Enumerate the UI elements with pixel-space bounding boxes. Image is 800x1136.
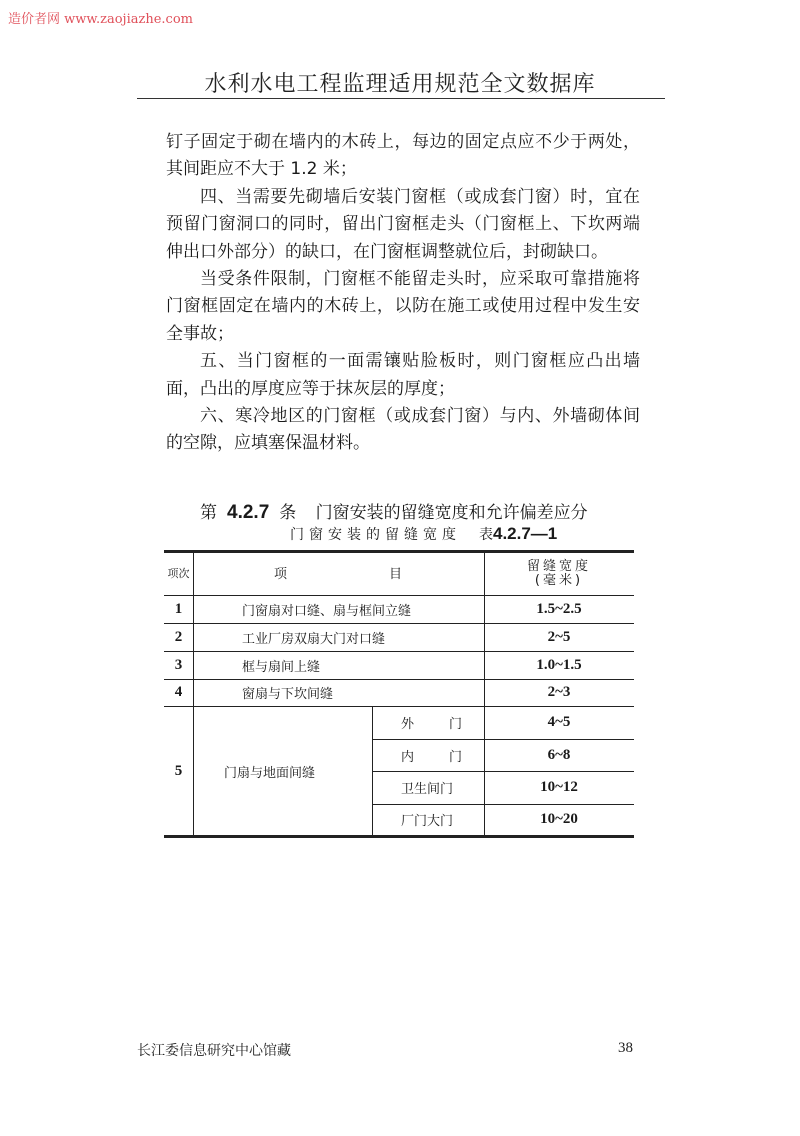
row-index: 4 (174, 684, 183, 700)
clause-number: 4.2.7 (227, 502, 270, 523)
clause-heading (200, 498, 588, 524)
clause-text: 门窗安装的留缝宽度和允许偏差应分 (315, 503, 588, 523)
row-value: 2~3 (547, 684, 571, 700)
row-item: 窗扇与下坎间缝 (242, 687, 334, 702)
page-number: 38 (618, 1040, 633, 1056)
subrow-value: 6~8 (547, 746, 571, 763)
watermark-site-name: 造价者网 (8, 12, 61, 27)
header-gap-width (484, 552, 634, 595)
row-item: 框与扇间上缝 (242, 659, 321, 675)
header-gap-width-line2: (毫米) (534, 572, 584, 588)
header-index: 项次 (167, 566, 190, 580)
clause-prefix: 第 (200, 503, 217, 523)
footer-archive: 长江委信息研究中心馆藏 (137, 1043, 291, 1059)
table-subcol-divider (372, 706, 373, 837)
subrow-label-left: 卫生间门 (401, 782, 454, 797)
table-number-label (479, 524, 557, 543)
subrow-label-right: 门 (449, 749, 463, 765)
watermark-url: www.zaojiazhe.com (64, 12, 193, 27)
paragraph: 五、当门窗框的一面需镶贴脸板时，则门窗框应凸出墙面，凸出的厚度应等于抹灰层的厚度； (166, 351, 640, 399)
table-caption-text: 门窗安装的留缝宽度 (290, 527, 461, 543)
header-divider (137, 98, 665, 99)
table-label: 表 (479, 527, 493, 543)
header-item-left: 项 (274, 567, 288, 582)
row-item: 门窗扇对口缝、扇与框间立缝 (242, 603, 412, 619)
clause-suffix: 条 (279, 503, 297, 523)
header-gap-width-line1: 留缝宽度 (526, 558, 591, 574)
body-text (166, 129, 640, 458)
row-item: 工业厂房双扇大门对口缝 (242, 631, 386, 647)
subrow-value: 10~20 (540, 811, 578, 827)
row-value: 1.0~1.5 (536, 656, 582, 673)
gap-width-table (164, 550, 634, 837)
subrow-label-left: 内 (401, 749, 415, 765)
row-index: 1 (174, 600, 183, 617)
subrow-value: 4~5 (547, 714, 571, 730)
subrow-label-right: 门 (449, 717, 463, 732)
row-value: 2~5 (547, 628, 571, 645)
header-item-right: 目 (389, 567, 403, 582)
subrow-label-left: 厂门大门 (401, 814, 454, 829)
paragraph: 当受条件限制，门窗框不能留走头时，应采取可靠措施将门窗框固定在墙内的木砖上，以防在施工或使用过程中发生安全事故； (166, 269, 640, 344)
paragraph: 四、当需要先砌墙后安装门窗框（或成套门窗）时，宜在预留门窗洞口的同时，留出门窗框走头（门窗框上、下坎两端伸出口外部分）的缺口，在门窗框调整就位后，封砌缺口。 (166, 186, 640, 262)
row-index: 3 (174, 656, 183, 673)
paragraph: 钉子固定于砌在墙内的木砖上，每边的固定点应不少于两处，其间距应不大于 1.2 米； (166, 132, 640, 180)
group-item: 门扇与地面间缝 (224, 765, 316, 781)
page-header-title: 水利水电工程监理适用规范全文数据库 (204, 72, 596, 97)
watermark (8, 8, 193, 27)
group-index: 5 (174, 762, 183, 779)
subrow-label-left: 外 (401, 717, 415, 732)
table-number: 4.2.7—1 (493, 524, 558, 543)
table-caption (290, 524, 557, 544)
paragraph: 六、寒冷地区的门窗框（或成套门窗）与内、外墙砌体间的空隙，应填塞保温材料。 (166, 406, 640, 454)
table-col-divider (193, 550, 194, 837)
row-value: 1.5~2.5 (536, 600, 582, 617)
subrow-value: 10~12 (540, 779, 578, 795)
row-index: 2 (174, 628, 183, 645)
